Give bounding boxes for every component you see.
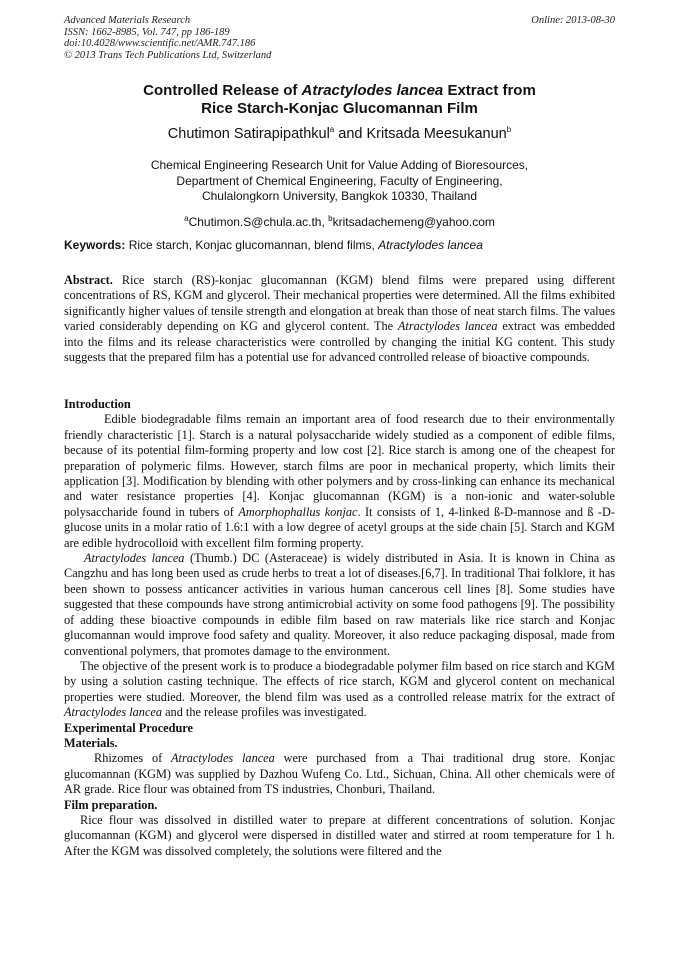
author-emails bbox=[64, 215, 615, 230]
paragraph-italic: Atractylodes lancea bbox=[171, 751, 275, 766]
journal-name: Advanced Materials Research bbox=[64, 15, 191, 26]
email-link[interactable]: kritsadachemeng@yahoo.com bbox=[332, 215, 495, 229]
paragraph bbox=[64, 551, 615, 659]
paragraph: Rice flour was dissolved in distilled water to prepare at different concentrations of solution. Konjac glucomannan (KGM) and glycerol were dispersed in distilled water and stirred at room temperature for 1 h. After the KGM was dissolved completely, the solutions were filtered and the bbox=[64, 812, 615, 858]
paragraph-text: The objective of the present work is to produce a biodegradable polymer film based on rice starch and KGM by using a solution casting technique. The effects of rice starch, KGM and glycerol content on mechanical properties were studied. Moreover, the blend film was used as a controlled release matrix for the extract of bbox=[64, 658, 615, 704]
doi-line: doi:10.4028/www.scientific.net/AMR.747.186 bbox=[64, 38, 256, 50]
paragraph-italic: Atractylodes lancea bbox=[84, 551, 185, 566]
paragraph-text: . It consists of 1, 4-linked ß-D-mannose and ß -D-glucose units in a molar ratio of 1.6:1 with a low degree of acetyl groups at the side chain [5]. Starch and KGM are edible hydrocolloid with excellent film forming property. bbox=[64, 504, 615, 550]
journal-header bbox=[64, 15, 615, 61]
affiliation-line: Chemical Engineering Research Unit for Value Adding of Bioresources, bbox=[150, 158, 529, 172]
paragraph-text: (Thumb.) DC (Asteraceae) is widely distributed in Asia. It is known in China as Cangzhu and has long been used as crude herbs to treat a lot of diseases.[6,7]. In traditional Thai folklore, it has been shown to possess anticancer activities in various human cancerous cell lines [8]. Some studies have suggested that these compounds have strong antimicrobial activity on some food pathogens [9]. The possibility of adding these bioactive compounds in edible film based on raw materials like rice starch and Konjac glucomannan would improve food safety and quality. Moreover, it also reduce packaging disposal, made from conventional polymers, that promotes damage to the environment. bbox=[64, 551, 615, 658]
paragraph bbox=[64, 412, 615, 551]
affiliation-mark: a bbox=[329, 125, 335, 135]
email-mark: a bbox=[184, 214, 189, 223]
keywords bbox=[64, 238, 615, 253]
affiliation-line: Chulalongkorn University, Bangkok 10330, Thailand bbox=[201, 189, 478, 203]
abstract-text: Rice starch (RS)-konjac glucomannan (KGM) blend films were prepared using different concentrations of RS, KGM and glycerol. Their mechanical properties were determined. All the films exhibited significantly higher values of tensile strength and elongation at break than those of neat starch films. The values varied considerably depending on KG and glycerol content. The bbox=[64, 273, 615, 334]
paragraph-text: Rhizomes of bbox=[94, 751, 172, 766]
paragraph-text: and the release profiles was investigated. bbox=[162, 705, 367, 720]
affiliation-mark: b bbox=[506, 125, 512, 135]
abstract-label: Abstract. bbox=[64, 273, 113, 287]
title-line2: Rice Starch-Konjac Glucomannan Film bbox=[201, 100, 478, 117]
section-heading: Introduction bbox=[64, 397, 131, 411]
keywords-text: Rice starch, Konjac glucomannan, blend films, bbox=[125, 238, 379, 252]
paragraph-italic: Amorphophallus konjac bbox=[238, 504, 358, 519]
copyright-line: © 2013 Trans Tech Publications Ltd, Switzerland bbox=[64, 49, 272, 61]
email-link[interactable]: Chutimon.S@chula.ac.th, bbox=[188, 215, 329, 229]
affiliation-line: Department of Chemical Engineering, Faculty of Engineering, bbox=[176, 173, 503, 188]
title-species: Atractylodes lancea bbox=[301, 82, 444, 99]
abstract-italic: Atractylodes lancea bbox=[397, 319, 498, 334]
author-name: Chutimon Satirapipathkul bbox=[167, 126, 330, 142]
author-conjunction: and bbox=[334, 126, 367, 142]
subsection-heading: Film preparation. bbox=[64, 797, 158, 812]
author-list bbox=[64, 125, 615, 143]
title-part: Extract from bbox=[443, 82, 536, 99]
keywords-label: Keywords: bbox=[64, 238, 126, 252]
paragraph-text: were purchased from a Thai traditional drug store. Konjac glucomannan (KGM) was supplied by Dazhou Wufeng Co. Ltd., Sichuan, China. All other chemicals were of AR grade. Rice flour was obtained from TS industries, Chonburi, Thailand. bbox=[64, 751, 615, 797]
abstract bbox=[64, 273, 615, 365]
online-date: Online: 2013-08-30 bbox=[531, 15, 615, 26]
paragraph bbox=[64, 751, 615, 797]
author-name: Kritsada Meesukanun bbox=[366, 126, 507, 142]
subsection-heading: Materials. bbox=[64, 735, 118, 750]
email-mark: b bbox=[328, 214, 333, 223]
paper-title bbox=[64, 82, 615, 118]
paragraph-text: Edible biodegradable films remain an important area of food research due to their environmentally friendly characteristic [1]. Starch is a natural polysaccharide widely studied as a component of edible films, because of its potential film-forming property and low cost [2]. Rice starch is among one of the cheapest for preparation of polymeric films. However, starch films are poor in mechanical property, which limits their application [3]. Modification by blending with other polymers and by cross-linking can enhance its mechanical and water resistance properties [4]. Konjac glucomannan (KGM) is a non-ionic and water-soluble polysaccharide found in tubers of bbox=[64, 412, 615, 519]
issn-line: ISSN: 1662-8985, Vol. 747, pp 186-189 bbox=[64, 26, 230, 38]
paragraph-italic: Atractylodes lancea bbox=[64, 705, 163, 720]
title-part: Controlled Release of bbox=[143, 82, 302, 99]
paragraph bbox=[64, 659, 615, 721]
keywords-italic: Atractylodes lancea bbox=[378, 238, 483, 252]
main-text bbox=[64, 397, 615, 859]
abstract-text: extract was embedded into the films and its release characteristics were controlled by changing the initial KG content. This study suggests that the prepared film has a potential use for advanced controlled release of bioactive compounds. bbox=[64, 319, 615, 365]
affiliation bbox=[64, 158, 615, 205]
section-heading: Experimental Procedure bbox=[64, 720, 193, 735]
